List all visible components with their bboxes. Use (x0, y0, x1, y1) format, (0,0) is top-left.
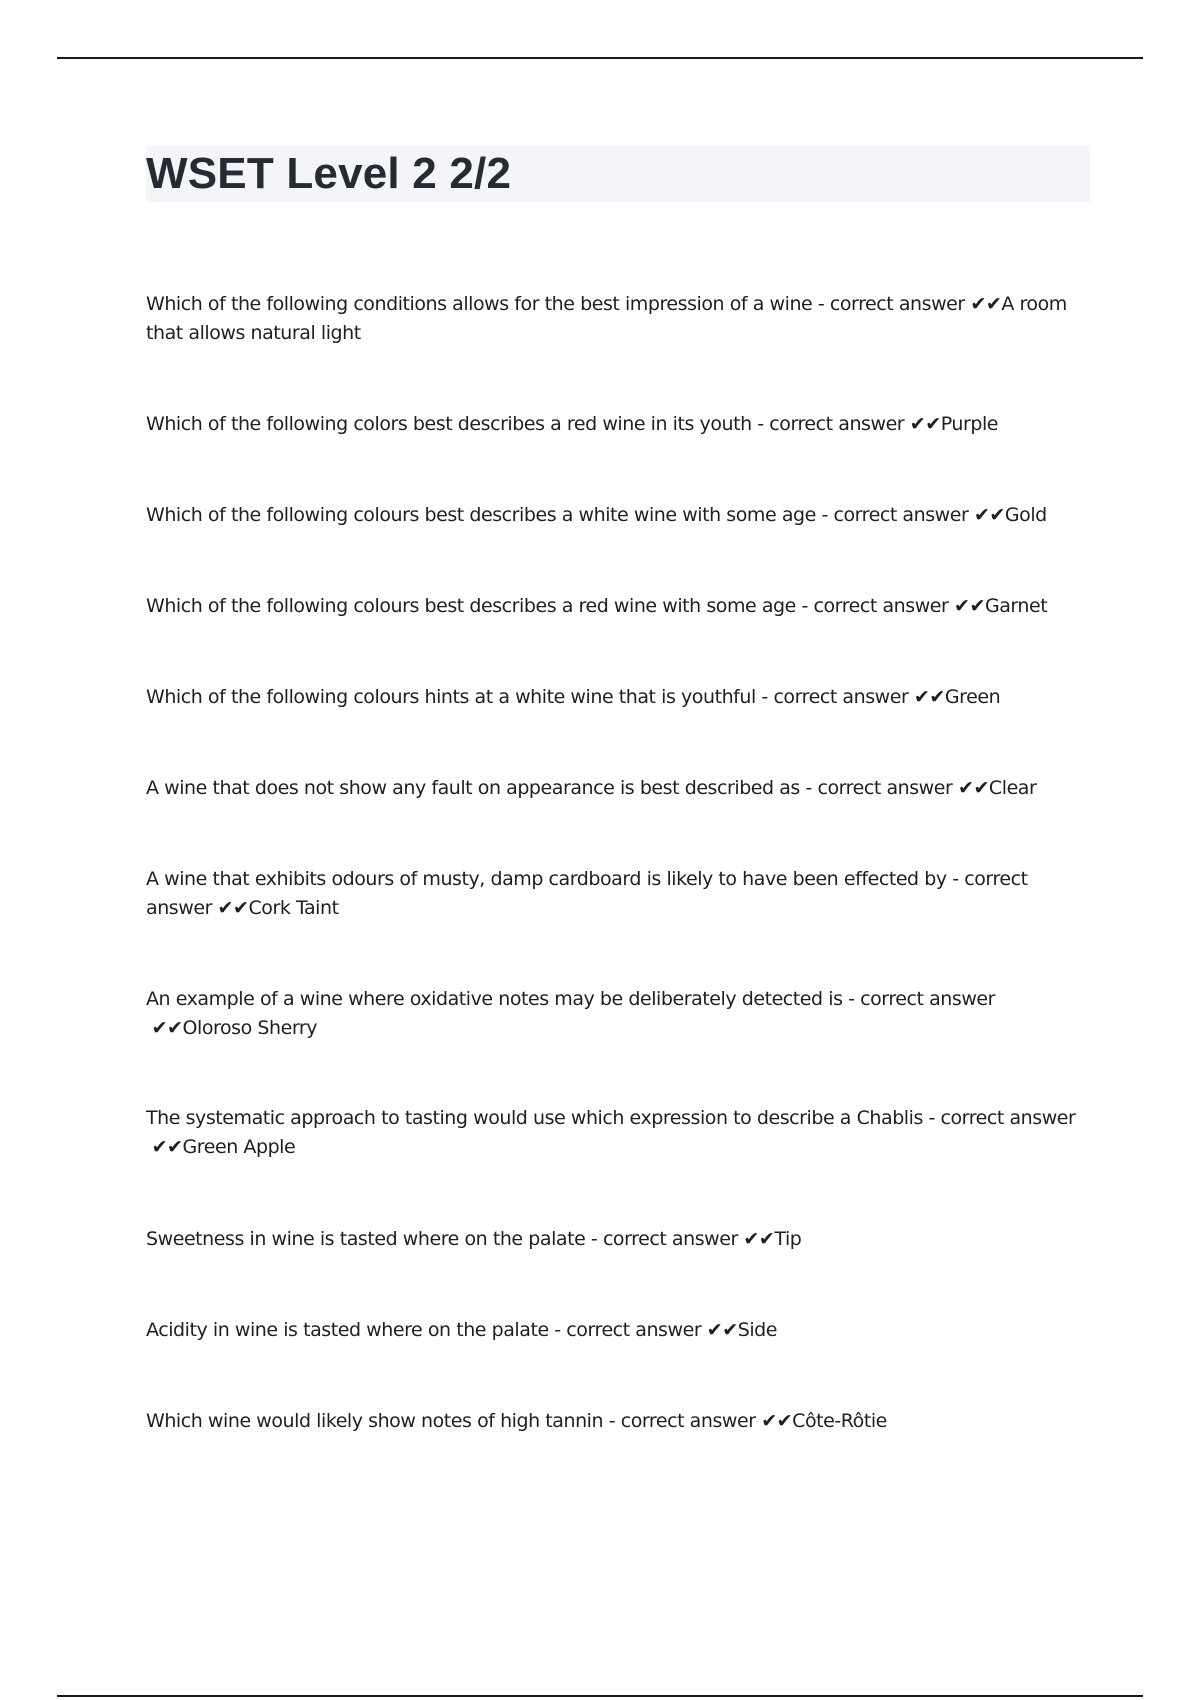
footer-divider (57, 1695, 1143, 1697)
qa-item-2: Which of the following colors best describes a red wine in its youth - correct answer ✔✔Purple (146, 413, 999, 435)
answer-label: correct answer (146, 868, 1028, 919)
answer-label: correct answer (860, 988, 996, 1010)
page-title: WSET Level 2 2/2 (146, 149, 512, 198)
double-check-icon: ✔✔ (211, 897, 249, 919)
answer-label: correct answer (773, 686, 909, 708)
double-check-icon: ✔✔ (904, 413, 941, 435)
question-text: Which of the following conditions allows for the best impression of a wine (146, 293, 813, 315)
double-check-icon: ✔✔ (908, 686, 945, 708)
answer-text: Gold (1004, 504, 1047, 526)
question-text: A wine that exhibits odours of musty, damp cardboard is likely to have been effected by (146, 868, 947, 890)
answer-text: Green Apple (182, 1136, 296, 1158)
answer-label: correct answer (817, 777, 953, 799)
double-check-icon: ✔✔ (964, 293, 1002, 315)
answer-text: Tip (774, 1228, 802, 1250)
qa-item-12: Which wine would likely show notes of high tannin - correct answer ✔✔Côte-Rôtie (146, 1410, 887, 1432)
double-check-icon: ✔✔ (146, 1136, 183, 1158)
double-check-icon: ✔✔ (968, 504, 1005, 526)
answer-text: Cork Taint (248, 897, 339, 919)
question-text: Which of the following colours best describes a red wine with some age (146, 595, 796, 617)
question-text: An example of a wine where oxidative notes may be deliberately detected is (146, 988, 843, 1010)
answer-text: Green (944, 686, 1001, 708)
qa-item-6: A wine that does not show any fault on appearance is best described as - correct answer ✔✔Clear (146, 777, 1037, 799)
qa-item-3: Which of the following colours best describes a white wine with some age - correct answer ✔✔Gold (146, 504, 1047, 526)
answer-text: Garnet (984, 595, 1048, 617)
answer-text: Side (737, 1319, 778, 1341)
question-text: Sweetness in wine is tasted where on the palate (146, 1228, 586, 1250)
qa-item-11: Acidity in wine is tasted where on the palate - correct answer ✔✔Side (146, 1319, 778, 1341)
answer-text: A room that allows natural light (146, 293, 1067, 344)
answer-label: correct answer (566, 1319, 702, 1341)
question-text: Which of the following colors best describes a red wine in its youth (146, 413, 752, 435)
qa-item-9: The systematic approach to tasting would use which expression to describe a Chablis - correct answer ✔✔Green Apple (146, 1107, 1076, 1158)
question-text: Which of the following colours hints at a white wine that is youthful (146, 686, 756, 708)
answer-label: correct answer (940, 1107, 1076, 1129)
qa-item-8: An example of a wine where oxidative notes may be deliberately detected is - correct answer ✔✔Oloroso Sherry (146, 988, 996, 1039)
qa-item-1: Which of the following conditions allows for the best impression of a wine - correct answer ✔✔A room that allows natural light (146, 293, 1067, 344)
answer-label: correct answer (769, 413, 905, 435)
qa-item-7: A wine that exhibits odours of musty, damp cardboard is likely to have been effected by - correct answer ✔✔Cork Taint (146, 868, 1028, 919)
answer-text: Oloroso Sherry (182, 1017, 317, 1039)
double-check-icon: ✔✔ (701, 1319, 738, 1341)
double-check-icon: ✔✔ (952, 777, 989, 799)
qa-item-10: Sweetness in wine is tasted where on the palate - correct answer ✔✔Tip (146, 1228, 802, 1250)
question-text: Acidity in wine is tasted where on the palate (146, 1319, 549, 1341)
double-check-icon: ✔✔ (948, 595, 985, 617)
answer-text: Côte-Rôtie (792, 1410, 887, 1432)
answer-label: correct answer (833, 504, 969, 526)
question-text: A wine that does not show any fault on appearance is best described as (146, 777, 800, 799)
header-divider (57, 57, 1143, 59)
answer-label: correct answer (829, 293, 965, 315)
double-check-icon: ✔✔ (755, 1410, 793, 1432)
question-text: Which wine would likely show notes of high tannin (146, 1410, 604, 1432)
answer-label: correct answer (602, 1228, 738, 1250)
double-check-icon: ✔✔ (737, 1228, 775, 1250)
answer-text: Clear (988, 777, 1037, 799)
question-text: Which of the following colours best describes a white wine with some age (146, 504, 816, 526)
answer-label: correct answer (813, 595, 949, 617)
answer-label: correct answer (620, 1410, 756, 1432)
qa-item-4: Which of the following colours best describes a red wine with some age - correct answer ✔✔Garnet (146, 595, 1048, 617)
double-check-icon: ✔✔ (146, 1017, 183, 1039)
answer-text: Purple (940, 413, 999, 435)
question-text: The systematic approach to tasting would use which expression to describe a Chablis (146, 1107, 923, 1129)
qa-item-5: Which of the following colours hints at a white wine that is youthful - correct answer ✔✔Green (146, 686, 1001, 708)
